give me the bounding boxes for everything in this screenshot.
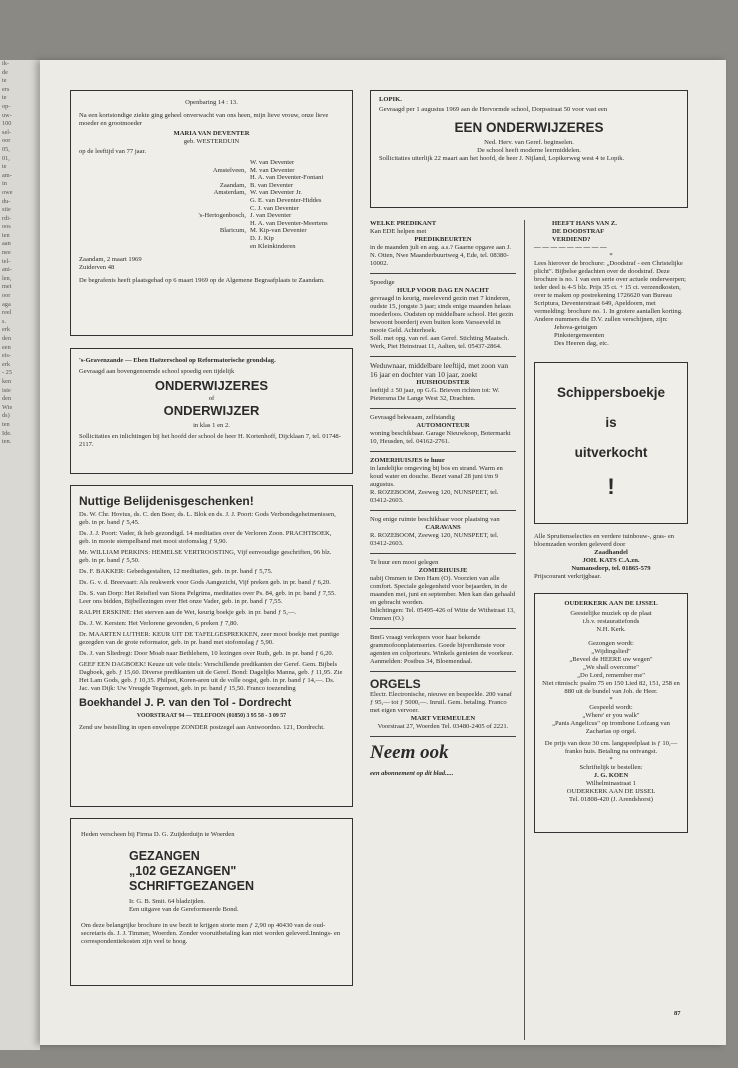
kats-1: Alle Spruitenselecties en verdere tuinbouw-, gras- en bloemzaden worden geleverd door [534, 533, 675, 548]
help-2: HULP VOOR DAG EN NACHT [397, 287, 489, 294]
lopik-line-3: Sollicitaties uiterlijk 22 maart aan het hoofd, de heer J. Nijland, Lopikerweg west 4 te Lopik. [379, 155, 625, 162]
zh-1: ZOMERHUISJES te huur [370, 457, 445, 465]
strip-line: oor [2, 137, 11, 145]
hans-5: Jehova-getuigen [554, 324, 598, 331]
pred-3: in de maanden juli en aug. a.s.? Gaarne opgave aan J. N. Otten, Nwe Maanderbuurtweg 4, Ede, tel. 08380-10002. [370, 244, 511, 267]
strip-line: met [2, 283, 12, 291]
orgels-1: Electr. Electronische, nieuwe en bespeelde. 200 vanaf ƒ 95,— tot ƒ 5000,—. Inruil. Gem. betaling. Franco met eigen vervoer. [370, 691, 512, 715]
gezangen-title-1: GEZANGEN [129, 849, 200, 863]
gift-item: RALPH ERSKINE: Het sterven aan de Wet, keurig boekje geb. in pr. band ƒ 5,—. [79, 609, 297, 616]
car-2: CARAVANS [425, 524, 461, 532]
strip-line: ani- [2, 266, 12, 274]
ok-4: Gezongen wordt: [588, 640, 634, 647]
family-member: M. van Deventer [250, 166, 295, 174]
hans-star: * [609, 252, 613, 259]
strip-line: owe [2, 188, 13, 196]
gift-item: Mr. WILLIAM PERKINS: HEMELSE VERTROOSTING, Vijf eenvoudige geschriften, 96 blz. geb. in pr. band ƒ 5,50. [79, 549, 332, 564]
family-member: D. J. Kip [250, 234, 274, 242]
gift-item: Ds. J. van Sliedregt: Door Moab naar Bethlehem, 10 lezingen over Ruth, geb. in pr. band ƒ 6,20. [79, 650, 334, 657]
bookshop-order: Zend uw bestelling in open enveloppe ZONDER postzegel aan Antwoordno. 121, Dordrecht. [79, 724, 325, 731]
strip-line: Wie [2, 403, 13, 411]
obituary-date: Zaandam, 2 maart 1969 [79, 256, 142, 264]
strip-line: ik- [2, 60, 9, 67]
strip-line: aan [2, 240, 11, 248]
family-list [141, 159, 344, 250]
pred-1: Kan EDE helpen met [370, 228, 427, 235]
ok-star-2: * [609, 756, 613, 763]
orgels-3: Voorstraat 27, Woerden Tel. 03480-2405 of 2221. [377, 723, 509, 731]
kats-4: Numansdorp, tel. 01865-579 [571, 565, 651, 572]
strip-line: in [2, 180, 7, 188]
neem-ook: Neem ook [370, 742, 449, 764]
family-place: Blaricum, [219, 227, 246, 235]
schippersboekje-box [534, 362, 688, 524]
deceased-name: MARIA VAN DEVENTER [173, 130, 250, 137]
family-member: H. A. van Deventer-Fontani [250, 174, 324, 182]
gift-item: GEEF EEN DAGBOEK! Keuze uit vele titels: Verschillende predikanten der Geref. Gem. Bijbels Dagboek, geb. ƒ 15,60. Diverse predikanten uit de Geref. Bond: Dagelijks Manna, geb. ƒ 11,95. Zie Het Lam Gods, geb. ƒ 10,35. Philpot, Koren-aren uit de volle oogst, geb. in pr. band ƒ 14,—. Ds. Jac. van Dijk: Uw Vreugde Tegemoet, geb. in pr. band ƒ 15,50. Franco toezending [79, 661, 343, 692]
family-place: Zaandam, [219, 181, 246, 189]
bookshop-name: Boekhandel J. P. van den Tol - Dordrecht [79, 697, 292, 709]
hh-3: leeftijd ± 50 jaar, op G.G. Brieven richten tot: W. Pietersma De Lange West 32, Drachten. [370, 387, 500, 403]
strip-line: de [2, 68, 8, 76]
strip-line: - 25 [2, 369, 12, 377]
family-place: 's-Hertogenbosch, [198, 212, 246, 220]
zh-2: in landelijke omgeving bij bos en strand. Warm en koud water en douche. Bezet vanaf 28 juni t/m 9 augustus. [370, 465, 503, 489]
strip-line: ken [2, 377, 12, 385]
family-member: W. van Deventer Jr. [250, 189, 302, 197]
gift-item: Ds. G. v. d. Breevaart: Als reukwerk voor Gods Aangezicht, Vijf preken geb. in pr. band ƒ 6,20. [79, 579, 331, 586]
orgels-2: MART VERMEULEN [410, 715, 476, 723]
strip-line: oor [2, 292, 11, 300]
ok-16: Wilhelminastraat 1 [585, 780, 637, 787]
gifts-ad [70, 485, 353, 807]
school-ask: Gevraagd aan bovengenoemde school spoedig een tijdelijk [79, 368, 235, 375]
lopik-line-1: Ned. Herv. van Geref. beginselen. [484, 139, 574, 146]
ok-8: „Do Lord, remember me" [577, 672, 645, 679]
ok-12: „Panis Angelicus" op trombone Lofzang van Zacharias op orgel. [552, 720, 670, 735]
hans-4: Lees hierover de brochure: „Doodstraf - een Christelijke plicht". Bijbelse gedachten over de doodstraf. Deze brochure is no. 1 van een serie over actuele onderwerpen; ieder deel is 4-5 blz. Prijs 35 ct. + 15 ct. verzendkosten, over te maken op postrekening 1726620 van Bureau Scriptura, Deventerstraat 649, Apeldoorn, met vermelding: brochure no. 1. In grotere aantallen korting. Andere nummers die D.V. zullen verschijnen, zijn: [534, 260, 686, 323]
ok-14: Schriftelijk te bestellen: [579, 764, 643, 771]
school-ad [70, 348, 353, 474]
ok-6: „Beveel de HEERE uw wegen" [569, 656, 653, 663]
ouderkerk-box [534, 593, 688, 833]
family-place [141, 174, 246, 182]
gezangen-author: Ir. G. B. Smit. 64 bladzijden. [129, 898, 206, 905]
zh-3: R. ROZEBOOM, Zeeweg 120, NUNSPEET, tel. 03412-2603. [370, 489, 499, 505]
gift-item: Ds. W. Chr. Hovius, ds. C. den Boer, ds. L. Blok en ds. J. J. Poort: Gods Verbondsgeheimenissen, geb. in pr. band ƒ 5,45. [79, 511, 336, 526]
gifts-list [79, 511, 344, 693]
family-member: en Kleinkinderen [250, 242, 296, 250]
strip-line: een [2, 343, 11, 351]
strip-line: am- [2, 171, 12, 179]
ok-13: De prijs van deze 30 cm. langspeelplaat is ƒ 10,— franko huis. Betaling na ontvangst. [544, 740, 678, 755]
family-place [141, 220, 246, 228]
funeral-notice: De begrafenis heeft plaatsgehad op 6 maart 1969 op de Algemene Begraafplaats te Zaandam. [79, 277, 325, 285]
ok-head: OUDERKERK AAN DE IJSSEL [564, 600, 658, 607]
kats-2: Zaadhandel [594, 549, 628, 556]
strip-line: ten. [2, 438, 12, 446]
om-2: ZOMERHUISJE [418, 567, 468, 575]
auto-3: woning beschikbaar. Garage Nieuwkoop, Botermarkt 10, Heusden, tel. 04162-2761. [370, 430, 511, 446]
schippersboekje-sold: uitverkocht [574, 445, 648, 460]
family-place [141, 235, 246, 243]
school-class: in klas 1 en 2. [193, 422, 230, 429]
gifts-heading: Nuttige Belijdenisgeschenken! [79, 494, 254, 508]
strip-line: 01, [2, 154, 10, 162]
strip-line: eis- [2, 352, 12, 360]
strip-line: du- [2, 197, 11, 205]
adjacent-page-strip [0, 60, 40, 1050]
strip-line: den [2, 395, 12, 403]
gift-item: Ds. F. BAKKER: Gebedsgestalten, 12 meditaties, geb. in pr. band ƒ 5,75. [79, 568, 273, 575]
auto-1: Gevraagd bekwaam, zelfstandig [370, 414, 455, 422]
school-title-1: ONDERWIJZERES [154, 378, 269, 393]
strip-line: sel- [2, 128, 12, 136]
family-member: H. A. van Deventer-Meertens [250, 219, 328, 227]
obituary-address: Zuiderven 48 [79, 264, 115, 272]
ok-2: t.b.v. restauratiefonds [582, 618, 640, 625]
page-number: 87 [674, 1010, 681, 1017]
hh-2: HUISHOUDSTER [416, 379, 470, 387]
school-title-2: ONDERWIJZER [163, 403, 260, 418]
family-place: Amsterdam, [213, 189, 246, 197]
lopik-ask: Gevraagd per 1 augustus 1969 aan de Hervormde school, Dorpsstraat 50 voor vast een [379, 106, 608, 113]
lopik-head: LOPIK. [379, 96, 402, 103]
car-3: R. ROZEBOOM, Zeeweg 120, NUNSPEET, tel. 03412-2603. [370, 532, 499, 548]
strip-line: erk [2, 326, 11, 334]
right-column [534, 220, 688, 833]
age-line: op de leeftijd van 77 jaar. [79, 148, 147, 155]
ok-10: Gespeeld wordt: [589, 704, 633, 711]
hans-6: Pinkstergemeenten [554, 332, 605, 339]
ok-1: Geestelijke muziek op de plaat [570, 610, 652, 617]
strip-line: uw- [2, 111, 12, 119]
pred-head: WELKE PREDIKANT [370, 220, 437, 227]
strip-line: Ide. [2, 429, 12, 437]
family-place [141, 205, 246, 213]
strip-line: aga [2, 300, 11, 308]
family-member: M. Kip-van Deventer [250, 227, 307, 235]
ok-18: Tel. 01808-420 (J. Arendshorst) [569, 796, 653, 803]
schippersboekje-exclaim: ! [607, 474, 615, 499]
school-info: Sollicitaties en inlichtingen bij het hoofd der school de heer H. Kortenhoff, Dijcklaan 7, tel. 01748-2117. [79, 433, 341, 448]
school-or: of [208, 395, 215, 402]
ok-9: Niet ritmisch: psalm 75 en 150 Lied 82, 151, 258 en 880 uit de bundel van Joh. de Heer. [542, 680, 680, 695]
strip-line: rdi- [2, 214, 12, 222]
strip-line: iste [2, 386, 11, 394]
gift-item: Ds. J. W. Kersten: Het Verlorene gevonden, 6 preken ƒ 7,80. [79, 620, 239, 627]
auto-2: AUTOMONTEUR [416, 422, 470, 430]
hans-dashes: — — — — — — — — — [534, 244, 607, 251]
hans-3: VERDIEND? [552, 236, 591, 243]
family-place [141, 197, 246, 205]
strip-line: te [2, 94, 7, 102]
lopik-title: EEN ONDERWIJZERES [454, 120, 604, 135]
kats-5: Prijscourant verkrijgbaar. [534, 573, 602, 580]
school-header: 's-Gravenzande — Eben Haëzerschool op Reformatorische grondslag. [79, 357, 276, 364]
hans-7: Des Heeren dag, etc. [554, 340, 609, 347]
help-4: Soll. met opg. van ref. aan Geref. Stichting Maatsch. Werk, Piet Heinstraat 11, Aalten, tel. 05437-2864. [370, 335, 509, 350]
strip-line: erk [2, 360, 11, 368]
strip-line: 100 [2, 120, 12, 128]
gift-item: Dr. MAARTEN LUTHER: KEUR UIT DE TAFELGESPREKKEN, zeer mooi boekje met puntige gezegden van de grote reformator, geb. in pr. band met stofomslag ƒ 5,90. [79, 631, 340, 646]
family-member: B. van Deventer [250, 181, 294, 189]
strip-line: tel- [2, 257, 11, 265]
kats-3: JOH. KATS C.A.zn. [582, 557, 640, 564]
family-place: Amstelveen, [212, 166, 246, 174]
gezangen-title-3: SCHRIFTGEZANGEN [129, 879, 254, 893]
strip-line: te [2, 163, 7, 171]
gezangen-publisher: Een uitgave van de Gereformeerde Bond. [129, 906, 239, 913]
hans-1: HEEFT HANS VAN Z. [552, 220, 617, 227]
om-1: Te huur een mooi gelegen [370, 559, 439, 567]
family-member: W. van Deventer [250, 159, 295, 166]
ok-star-1: * [609, 696, 613, 703]
strip-line: ten [2, 231, 10, 239]
obituary-intro: Na een kortstondige ziekte ging geheel onverwacht van ons heen, mijn lieve vrouw, onze lieve moeder en grootmoeder [79, 112, 329, 127]
strip-line: den [2, 335, 12, 342]
ok-3: N.H. Kerk. [596, 626, 626, 633]
strip-line: ds) [2, 412, 10, 420]
schippersboekje-is: is [605, 415, 617, 430]
strip-line: stie [2, 206, 11, 214]
strip-line: ers [2, 85, 10, 93]
bookshop-address: VOORSTRAAT 94 — TELEFOON (01850) 3 95 58 - 3 09 57 [136, 713, 287, 719]
strip-line: 05, [2, 145, 10, 153]
help-1: Spoedige [370, 279, 395, 286]
help-3: gevraagd in keurig, meelevend gezin met 7 kinderen, oudste 15, jongste 3 jaar; sinds enige maanden helaas moederloos. Oudsten op middelbare school. Het gezin bewoont boerderij even buiten kom Varsseveld in mooie Geld. Achterhoek. [370, 295, 514, 334]
newspaper-page [40, 60, 726, 1045]
family-member: C. J. van Deventer [250, 204, 299, 212]
om-4: Inlichtingen: Tel. 05495-426 of Witte de Withstraat 13, Ommen (O.) [370, 607, 515, 623]
family-member: G. E. van Deventer-Hiddes [250, 196, 322, 204]
gezangen-order: Om deze belangrijke brochure in uw bezit te krijgen storte men ƒ 2,90 op 40430 van de oud-secretaris ds. J. J. Timmer, Woerden. Zonder vooruitbetaling kan niet worden geleverd.Innings- en correspondentiekosten zijn veel te hoog. [81, 922, 341, 945]
abonnement: een abonnement op dit blad..... [370, 770, 454, 778]
strip-line: len, [2, 274, 12, 282]
lopik-line-2: De school heeft moderne leermiddelen. [477, 147, 581, 154]
bible-verse: Openbaring 14 : 13. [185, 99, 238, 106]
ok-15: J. G. KOEN [593, 772, 629, 779]
strip-line: nee [2, 249, 11, 257]
bng-ad: BmG vraagt verkopers voor haar bekende grammofoonplatenseries. Goede bijverdienste voor agenten en colporteurs. Winkels genieten de voorkeur. Aanmelden: Postbus 34, Bloemendaal. [370, 634, 514, 666]
family-place [141, 159, 246, 167]
schippersboekje-title: Schippersboekje [556, 385, 666, 400]
strip-line: op- [2, 102, 11, 110]
strip-line: oos [2, 223, 11, 231]
middle-column [370, 220, 516, 778]
orgels-head: ORGELS [370, 677, 421, 692]
hans-2: DE DOODSTRAF [552, 228, 605, 235]
ok-11: „Where' er you walk" [582, 712, 640, 719]
hh-1: Weduwnaar, middelbare leeftijd, met zoon van 16 jaar en dochter van 10 jaar, zoekt [370, 361, 509, 379]
ok-5: „Wijdingslied" [591, 648, 631, 655]
strip-line: ten [2, 420, 10, 428]
ok-7: „We shall overcome" [583, 664, 639, 671]
gezangen-ad [70, 818, 353, 986]
lopik-ad [370, 90, 688, 208]
obituary-notice [70, 90, 353, 336]
gift-item: Ds. J. J. Poort: Vader, ik heb gezondigd. 14 meditaties over de Verloren Zoon. PRACHTBOEK, geb. in mooie stempelband met mooi stofomslag ƒ 9,90. [79, 530, 332, 545]
born-name: geb. WESTERDUIN [183, 138, 240, 145]
strip-line: s. [2, 317, 7, 325]
family-member: J. van Deventer [250, 212, 292, 220]
strip-line: te [2, 77, 7, 85]
ok-17: OUDERKERK AAN DE IJSSEL [566, 788, 656, 795]
om-3: nabij Ommen te Den Ham (O). Voorzien van alle comfort. Speciale gelegenheid voor bejaarden, in de maanden mei, juni en september. Men kan dan gehaald en gebracht worden. [370, 575, 516, 607]
car-1: Nog enige ruimte beschikbaar voor plaatsing van [370, 516, 500, 524]
family-place [141, 243, 246, 251]
gift-item: Ds. S. van Dorp: Het Reisfied van Sions Pelgrims, meditaties over Ps. 84, geb. in pr. band ƒ 7,55. Leer ons bidden, Bijbellezingen over Het onze Vader, geb. in pr. band ƒ 7,55. [79, 590, 336, 605]
pred-2: PREDIKBEURTEN [414, 236, 472, 243]
gezangen-title-2: „102 GEZANGEN" [129, 864, 237, 878]
gezangen-intro: Heden verscheen bij Firma D. G. Zuijderduijn te Woerden [81, 831, 235, 838]
strip-line: reel [2, 309, 12, 317]
